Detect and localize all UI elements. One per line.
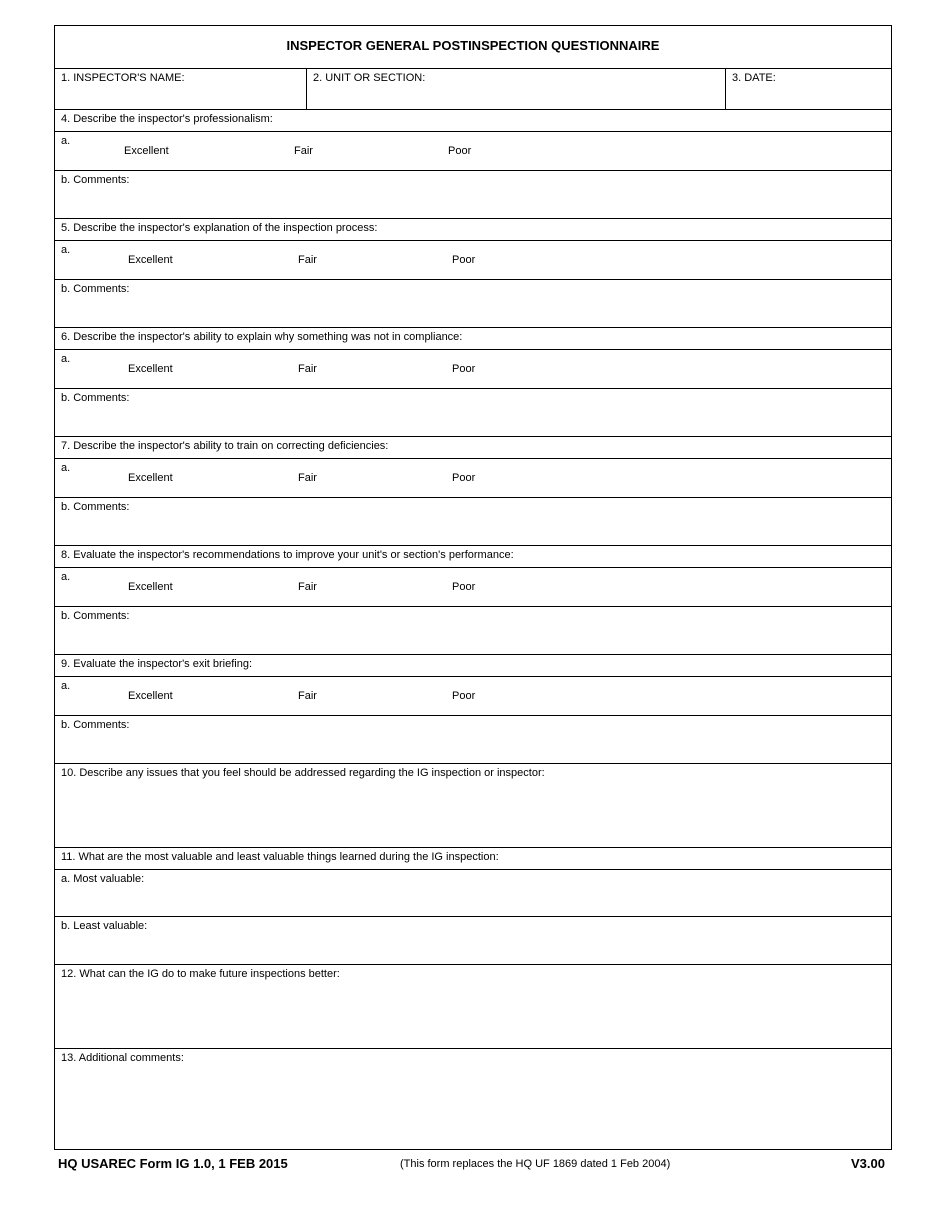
comments-label: b. Comments:: [61, 610, 130, 622]
rating-poor-option[interactable]: Poor: [452, 690, 476, 702]
question-13-row[interactable]: [55, 1048, 891, 1149]
question-7-label: 7. Describe the inspector's ability to train on correcting deficiencies:: [61, 440, 389, 452]
question-7-comments-row[interactable]: [55, 497, 891, 545]
question-8-label: 8. Evaluate the inspector's recommendations to improve your unit's or section's performance:: [61, 549, 514, 561]
rating-fair-option[interactable]: Fair: [298, 690, 317, 702]
question-6-row: [55, 327, 891, 349]
question-10-row[interactable]: [55, 763, 891, 847]
question-11-label: 11. What are the most valuable and least valuable things learned during the IG inspection:: [61, 851, 499, 863]
rating-excellent-option[interactable]: Excellent: [128, 581, 173, 593]
comments-label: b. Comments:: [61, 719, 130, 731]
question-4-label: 4. Describe the inspector's professionalism:: [61, 113, 273, 125]
least-valuable-label: b. Least valuable:: [61, 920, 148, 932]
date-cell[interactable]: [725, 69, 891, 109]
rating-a-label: a.: [61, 244, 71, 256]
unit-section-cell[interactable]: [306, 69, 725, 109]
comments-label: b. Comments:: [61, 174, 130, 186]
question-9-label: 9. Evaluate the inspector's exit briefing:: [61, 658, 253, 670]
form-version: V3.00: [851, 1156, 885, 1171]
rating-excellent-option[interactable]: Excellent: [128, 472, 173, 484]
least-valuable-row[interactable]: [55, 916, 891, 964]
question-6-label: 6. Describe the inspector's ability to explain why something was not in compliance:: [61, 331, 463, 343]
question-13-label: 13. Additional comments:: [61, 1052, 184, 1064]
question-9-row: [55, 654, 891, 676]
question-11-row: [55, 847, 891, 869]
title-row: [55, 26, 891, 68]
rating-fair-option[interactable]: Fair: [294, 145, 313, 157]
rating-fair-option[interactable]: Fair: [298, 472, 317, 484]
rating-poor-option[interactable]: Poor: [452, 472, 476, 484]
most-valuable-label: a. Most valuable:: [61, 873, 145, 885]
question-6-comments-row[interactable]: [55, 388, 891, 436]
question-12-row[interactable]: [55, 964, 891, 1048]
form-title: INSPECTOR GENERAL POSTINSPECTION QUESTIONNAIRE: [286, 38, 660, 53]
comments-label: b. Comments:: [61, 501, 130, 513]
question-5-row: [55, 218, 891, 240]
question-8-rating-row: [55, 567, 891, 606]
question-7-rating-row: [55, 458, 891, 497]
comments-label: b. Comments:: [61, 283, 130, 295]
rating-excellent-option[interactable]: Excellent: [128, 690, 173, 702]
rating-fair-option[interactable]: Fair: [298, 363, 317, 375]
rating-poor-option[interactable]: Poor: [452, 254, 476, 266]
question-4-comments-row[interactable]: [55, 170, 891, 218]
rating-fair-option[interactable]: Fair: [298, 254, 317, 266]
date-label: 3. DATE:: [732, 72, 776, 84]
rating-excellent-option[interactable]: Excellent: [128, 363, 173, 375]
question-4-row: [55, 109, 891, 131]
question-12-label: 12. What can the IG do to make future inspections better:: [61, 968, 340, 980]
question-5-label: 5. Describe the inspector's explanation of the inspection process:: [61, 222, 378, 234]
rating-a-label: a.: [61, 571, 71, 583]
question-10-label: 10. Describe any issues that you feel should be addressed regarding the IG inspection or inspector:: [61, 767, 545, 779]
rating-poor-option[interactable]: Poor: [452, 581, 476, 593]
unit-section-label: 2. UNIT OR SECTION:: [313, 72, 426, 84]
form-replaces-note: (This form replaces the HQ UF 1869 dated 1 Feb 2004): [400, 1158, 671, 1170]
rating-a-label: a.: [61, 353, 71, 365]
rating-a-label: a.: [61, 135, 71, 147]
question-8-row: [55, 545, 891, 567]
question-4-rating-row: [55, 131, 891, 170]
question-5-comments-row[interactable]: [55, 279, 891, 327]
question-5-rating-row: [55, 240, 891, 279]
comments-label: b. Comments:: [61, 392, 130, 404]
inspector-name-cell[interactable]: [55, 69, 306, 109]
rating-a-label: a.: [61, 462, 71, 474]
questionnaire-form: [54, 25, 892, 1150]
rating-a-label: a.: [61, 680, 71, 692]
form-identifier: HQ USAREC Form IG 1.0, 1 FEB 2015: [58, 1156, 288, 1171]
question-8-comments-row[interactable]: [55, 606, 891, 654]
rating-excellent-option[interactable]: Excellent: [128, 254, 173, 266]
rating-excellent-option[interactable]: Excellent: [124, 145, 169, 157]
question-6-rating-row: [55, 349, 891, 388]
rating-poor-option[interactable]: Poor: [452, 363, 476, 375]
question-7-row: [55, 436, 891, 458]
question-9-comments-row[interactable]: [55, 715, 891, 763]
header-row: [55, 68, 891, 109]
rating-fair-option[interactable]: Fair: [298, 581, 317, 593]
inspector-name-label: 1. INSPECTOR'S NAME:: [61, 72, 185, 84]
rating-poor-option[interactable]: Poor: [448, 145, 472, 157]
question-9-rating-row: [55, 676, 891, 715]
most-valuable-row[interactable]: [55, 869, 891, 916]
